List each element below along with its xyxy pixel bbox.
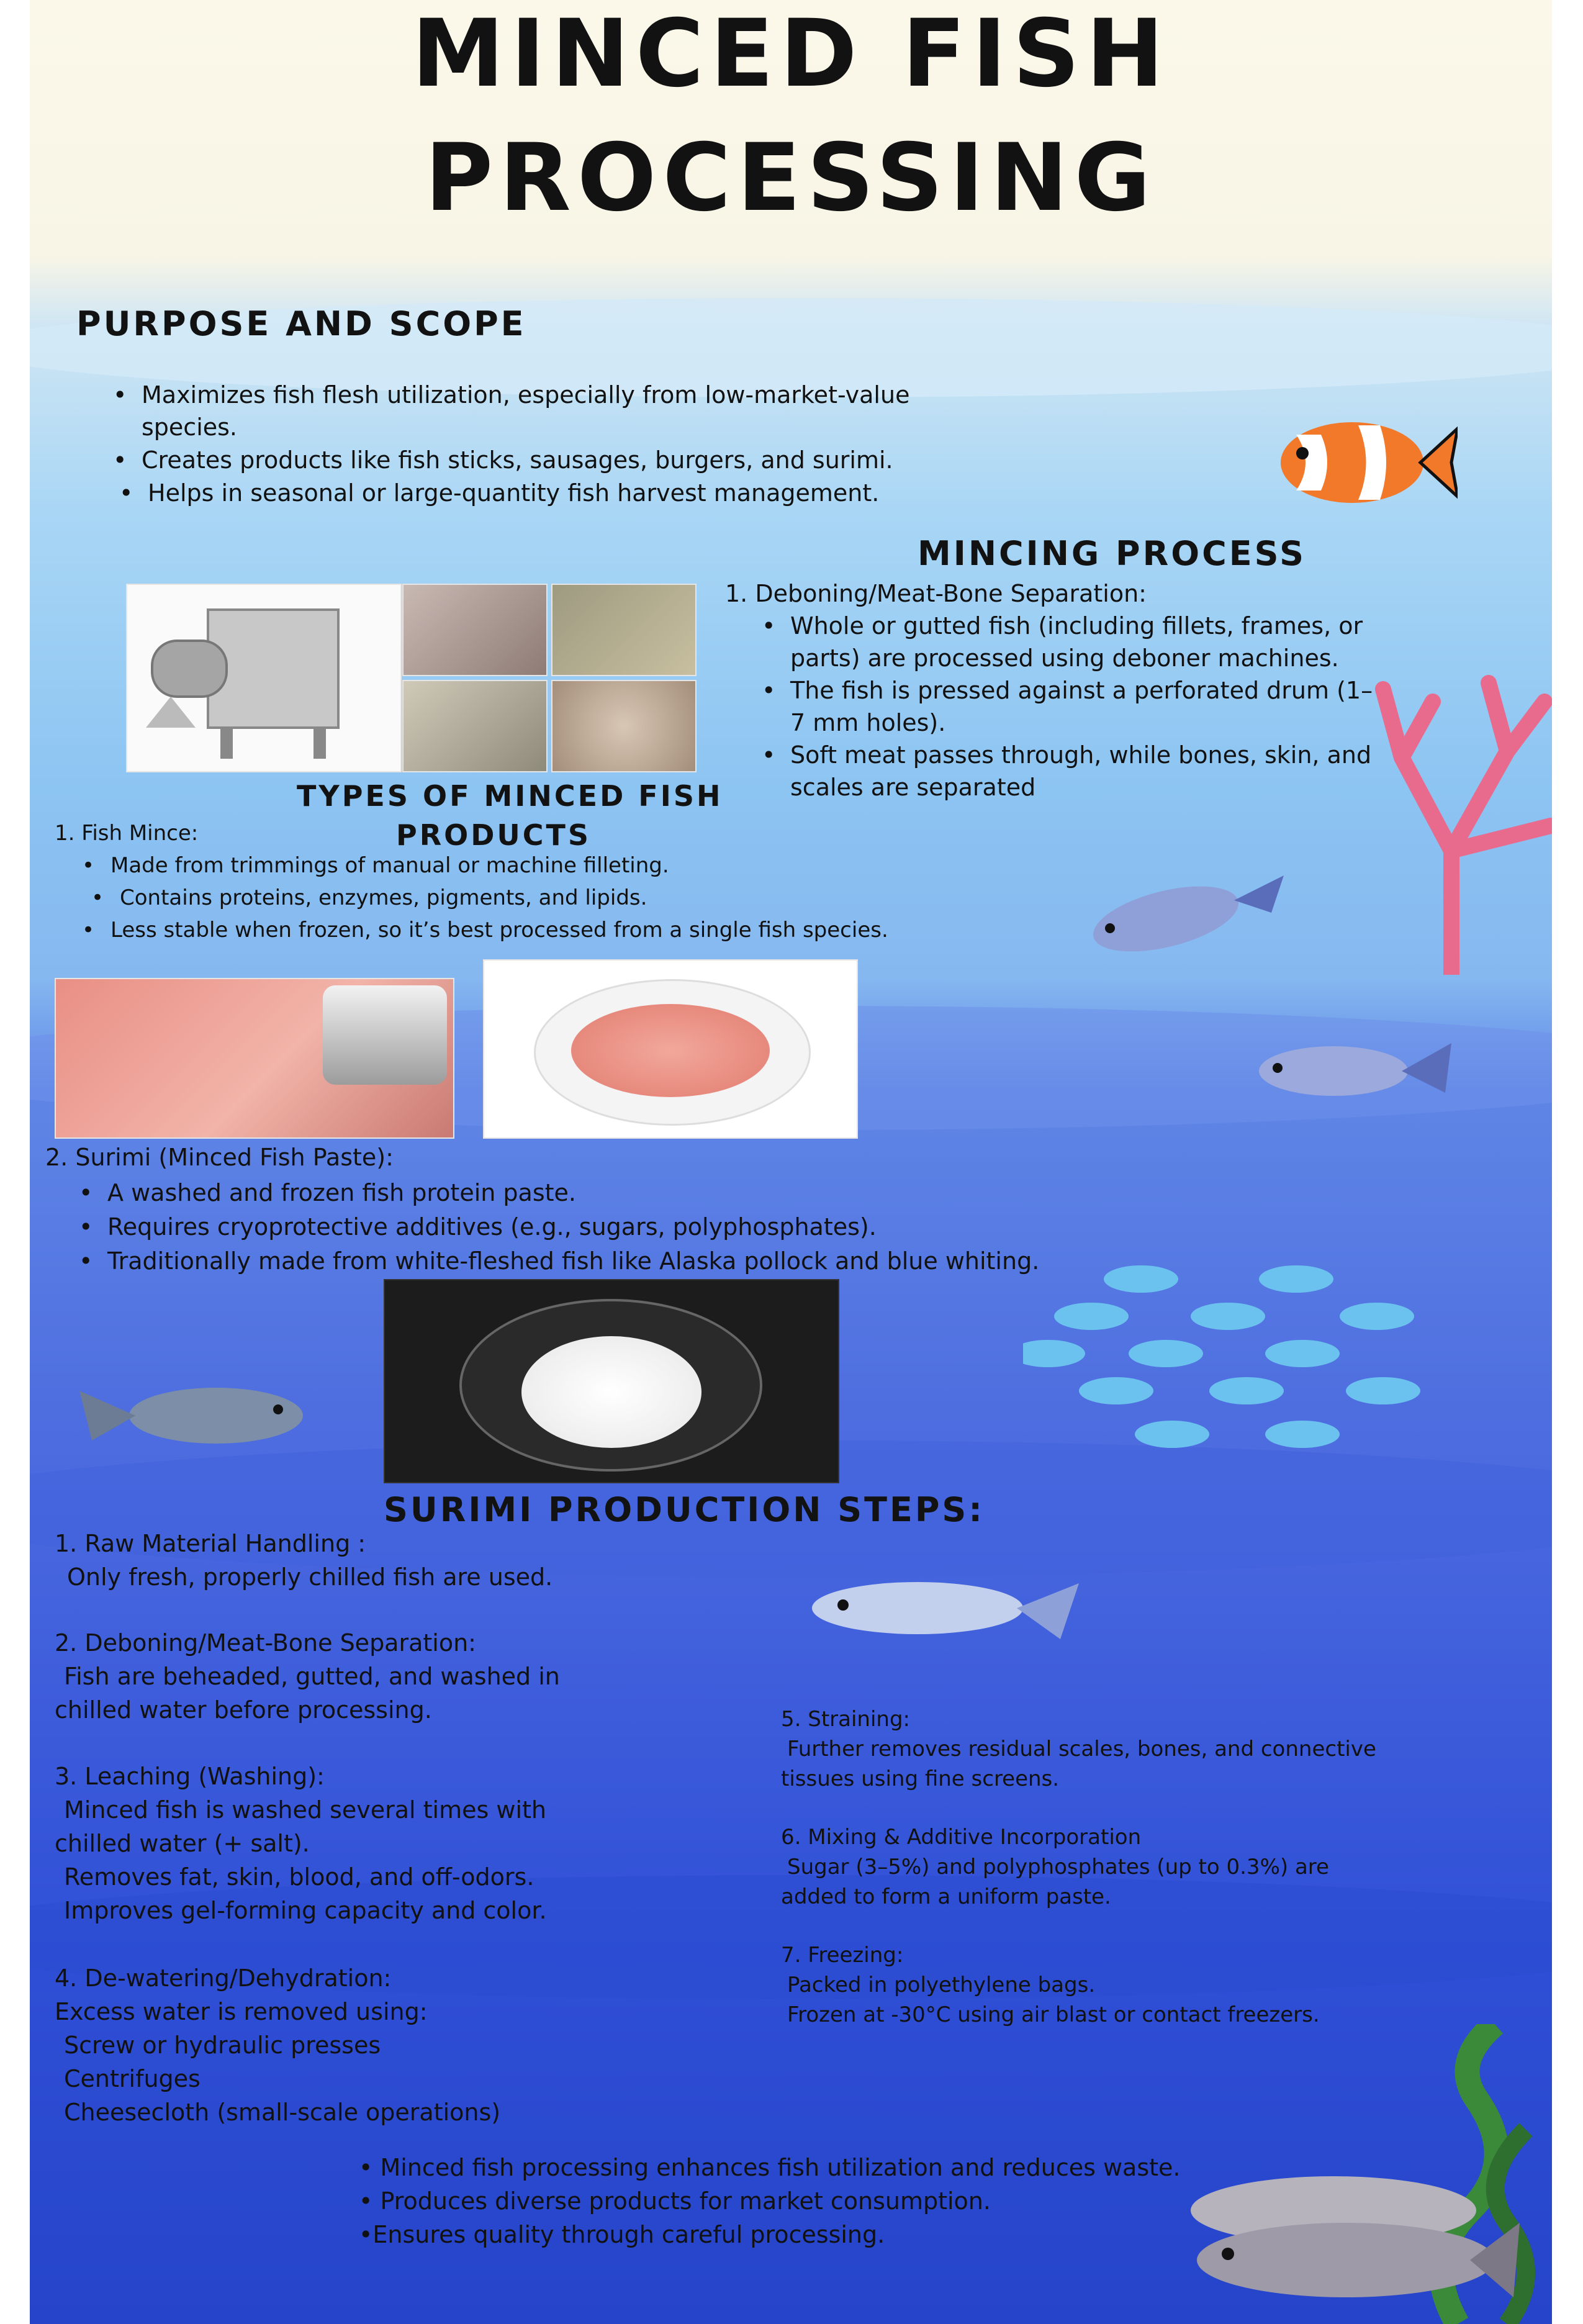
step-3-title: 3. Leaching (Washing): xyxy=(55,1763,325,1790)
step-4-line: Screw or hydraulic presses xyxy=(64,2032,381,2059)
surimi-bullet: • Requires cryoprotective additives (e.g., sugars, polyphosphates). xyxy=(107,1211,877,1243)
deboner-machine-photo xyxy=(126,584,402,772)
fish-icon xyxy=(79,1372,315,1465)
conclusion-line: •Ensures quality through careful processing. xyxy=(359,2221,885,2248)
surimi-bullet: • Traditionally made from white-fleshed fish like Alaska pollock and blue whiting. xyxy=(107,1245,1039,1277)
coral-icon xyxy=(1346,664,1552,975)
step-3-line: Improves gel-forming capacity and color. xyxy=(64,1897,547,1924)
fish-icon xyxy=(1085,869,1284,962)
fish-icon xyxy=(1253,1031,1451,1105)
fish-frames-photo xyxy=(402,584,548,676)
step-6-line: Sugar (3–5%) and polyphosphates (up to 0.3%) are xyxy=(787,1855,1329,1879)
purpose-bullet: • Maximizes fish flesh utilization, especially from low-market-value xyxy=(142,379,909,411)
surimi-bullet: • A washed and frozen fish protein paste. xyxy=(107,1177,576,1209)
mincing-bullet-continuation: scales are separated xyxy=(790,774,1036,801)
step-2-title: 2. Deboning/Meat-Bone Separation: xyxy=(55,1629,476,1657)
step-4-line: Excess water is removed using: xyxy=(55,1998,428,2025)
fish-mince-label: 1. Fish Mince: xyxy=(55,821,199,846)
step-5-line: tissues using fine screens. xyxy=(781,1766,1060,1791)
step-7-line: Frozen at -30°C using air blast or contact freezers. xyxy=(787,2002,1320,2027)
step-3-line: Removes fat, skin, blood, and off-odors. xyxy=(64,1863,534,1891)
mincing-bullet-continuation: 7 mm holes). xyxy=(790,709,946,736)
poster-title-line1: MINCED FISH xyxy=(412,0,1170,108)
step-4-line: Cheesecloth (small-scale operations) xyxy=(64,2099,501,2126)
step-1-title: 1. Raw Material Handling : xyxy=(55,1530,366,1557)
fish-school xyxy=(1023,1260,1520,1472)
step-6-line: added to form a uniform paste. xyxy=(781,1884,1111,1909)
step-3-line: chilled water (+ salt). xyxy=(55,1830,310,1857)
minced-meat-photo xyxy=(551,680,697,772)
step-7-title: 7. Freezing: xyxy=(781,1943,904,1968)
types-heading-line1: TYPES OF MINCED FISH xyxy=(297,779,723,813)
fish-mince-bullet: • Less stable when frozen, so it’s best processed from a single fish species. xyxy=(110,915,888,945)
mincing-bullet: • Whole or gutted fish (including fillets, frames, or xyxy=(790,610,1363,642)
fish-fillets-photo xyxy=(551,584,697,676)
step-4-title: 4. De-watering/Dehydration: xyxy=(55,1965,392,1992)
purpose-bullet: • Creates products like fish sticks, sausages, burgers, and surimi. xyxy=(142,444,893,476)
fish-mince-bullet: • Contains proteins, enzymes, pigments, and lipids. xyxy=(120,883,647,913)
poster-title-line2: PROCESSING xyxy=(425,124,1157,232)
surimi-label: 2. Surimi (Minced Fish Paste): xyxy=(45,1144,394,1171)
mincing-bullet: • Soft meat passes through, while bones, skin, and xyxy=(790,739,1371,771)
clownfish-icon xyxy=(1271,410,1458,515)
step-5-title: 5. Straining: xyxy=(781,1707,911,1732)
mincing-step-title: 1. Deboning/Meat-Bone Separation: xyxy=(725,580,1147,607)
purpose-bullet-continuation: species. xyxy=(142,414,238,441)
step-6-title: 6. Mixing & Additive Incorporation xyxy=(781,1825,1142,1850)
step-5-line: Further removes residual scales, bones, and connective xyxy=(787,1737,1376,1761)
purpose-heading: PURPOSE AND SCOPE xyxy=(76,304,526,343)
conclusion-line: • Minced fish processing enhances fish utilization and reduces waste. xyxy=(359,2154,1181,2181)
step-2-line: Fish are beheaded, gutted, and washed in xyxy=(64,1663,560,1690)
poster xyxy=(30,0,1552,2324)
mincing-bullet: • The fish is pressed against a perforated drum (1– xyxy=(790,674,1373,707)
surimi-steps-heading: SURIMI PRODUCTION STEPS: xyxy=(384,1490,985,1529)
mincing-bullet-continuation: parts) are processed using deboner machines. xyxy=(790,644,1339,672)
fish-pair-icon xyxy=(1160,2161,1520,2304)
purpose-bullet: • Helps in seasonal or large-quantity fish harvest management. xyxy=(148,477,879,509)
step-4-line: Centrifuges xyxy=(64,2065,201,2092)
grinder-mince-photo xyxy=(55,978,454,1139)
surimi-paste-photo xyxy=(384,1279,839,1483)
minced-fish-bowl-photo xyxy=(483,959,858,1139)
mincing-heading: MINCING PROCESS xyxy=(918,534,1306,573)
conclusion-line: • Produces diverse products for market consumption. xyxy=(359,2187,991,2215)
fish-mince-bullet: • Made from trimmings of manual or machine filleting. xyxy=(110,851,669,880)
step-1-line: Only fresh, properly chilled fish are used. xyxy=(67,1563,553,1591)
fish-icon xyxy=(806,1571,1079,1652)
types-heading-line2: PRODUCTS xyxy=(396,818,592,852)
step-2-line: chilled water before processing. xyxy=(55,1696,432,1724)
step-3-line: Minced fish is washed several times with xyxy=(64,1796,546,1824)
step-7-line: Packed in polyethylene bags. xyxy=(787,1973,1096,1997)
deboner-drum-photo xyxy=(402,680,548,772)
